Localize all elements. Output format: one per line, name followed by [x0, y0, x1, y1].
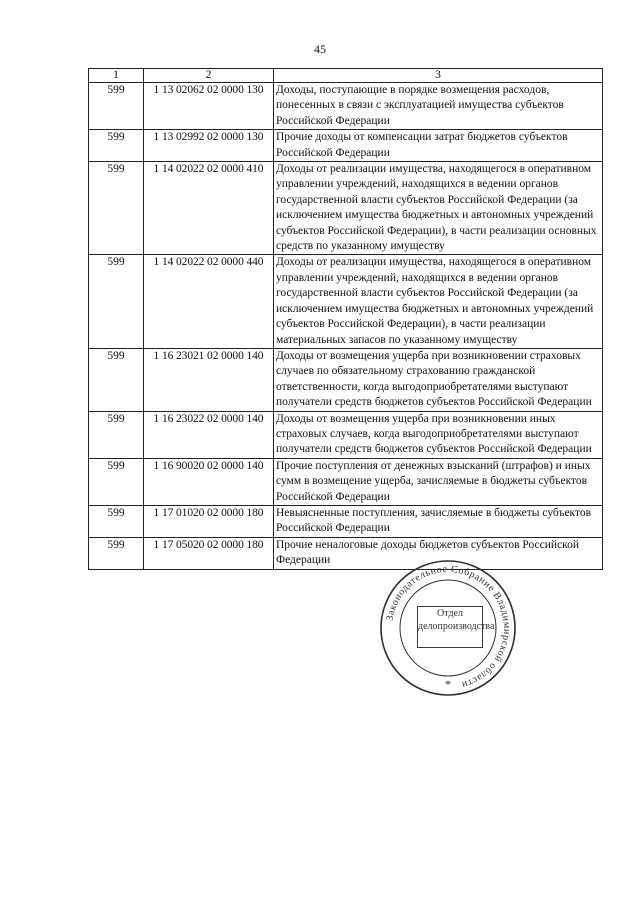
column-header-code: 2 [144, 69, 274, 83]
stamp-star: * [445, 677, 451, 691]
description-cell: Доходы от возмещения ущерба при возникновении иных страховых случаев, когда выгодоприобретателями выступают получатели средств бюджетов субъектов Российской Федерации [274, 411, 603, 458]
table-row [89, 162, 603, 255]
budget-code-cell: 1 17 05020 02 0000 180 [144, 537, 274, 569]
budget-code-cell: 1 13 02992 02 0000 130 [144, 130, 274, 162]
table-row [89, 458, 603, 505]
stamp-center-label [417, 606, 495, 648]
admin-code-cell: 599 [89, 130, 144, 162]
description-cell: Прочие доходы от компенсации затрат бюджетов субъектов Российской Федерации [274, 130, 603, 162]
budget-code-cell: 1 16 90020 02 0000 140 [144, 458, 274, 505]
budget-code-cell: 1 16 23021 02 0000 140 [144, 348, 274, 411]
table-row [89, 411, 603, 458]
description-cell: Доходы от реализации имущества, находящегося в оперативном управлении учреждений, находящихся в ведении органов государственной власти субъектов Российской Федерации (за исключением имущества бюджетных и автономных учреждений субъектов Российской Федерации), в части реализации основных средств по указанному имуществу [274, 162, 603, 255]
table-row [89, 348, 603, 411]
table-row [89, 505, 603, 537]
stamp-department-line2: делопроизводства [418, 621, 495, 632]
description-cell: Доходы от возмещения ущерба при возникновении страховых случаев по обязательному страхованию гражданской ответственности, когда выгодоприобретателями выступают получатели средств бюджетов субъектов Российской Федерации [274, 348, 603, 411]
admin-code-cell: 599 [89, 162, 144, 255]
budget-code-cell: 1 14 02022 02 0000 410 [144, 162, 274, 255]
table-row [89, 130, 603, 162]
table-row [89, 255, 603, 348]
description-cell: Доходы от реализации имущества, находящегося в оперативном управлении учреждений, находящихся в ведении органов государственной власти субъектов Российской Федерации (за исключением имущества бюджетных и автономных учреждений субъектов Российской Федерации), в части реализации материальных запасов по указанному имуществу [274, 255, 603, 348]
admin-code-cell: 599 [89, 505, 144, 537]
admin-code-cell: 599 [89, 348, 144, 411]
description-cell: Невыясненные поступления, зачисляемые в бюджеты субъектов Российской Федерации [274, 505, 603, 537]
column-header-admin: 1 [89, 69, 144, 83]
admin-code-cell: 599 [89, 83, 144, 130]
budget-code-cell: 1 14 02022 02 0000 440 [144, 255, 274, 348]
column-header-description: 3 [274, 69, 603, 83]
description-cell: Доходы, поступающие в порядке возмещения расходов, понесенных в связи с эксплуатацией имущества субъектов Российской Федерации [274, 83, 603, 130]
description-cell: Прочие поступления от денежных взысканий (штрафов) и иных сумм в возмещение ущерба, зачисляемые в бюджеты субъектов Российской Федерации [274, 458, 603, 505]
admin-code-cell: 599 [89, 458, 144, 505]
budget-code-cell: 1 13 02062 02 0000 130 [144, 83, 274, 130]
stamp-department-line1: Отдел [437, 608, 463, 619]
description-cell: Прочие неналоговые доходы бюджетов субъектов Российской Федерации [274, 537, 603, 569]
table-header-row [89, 69, 603, 83]
admin-code-cell: 599 [89, 411, 144, 458]
budget-code-cell: 1 17 01020 02 0000 180 [144, 505, 274, 537]
revenue-codes-table [88, 68, 603, 570]
budget-code-cell: 1 16 23022 02 0000 140 [144, 411, 274, 458]
stamp-ring-text: Законодательное Собрание Владимирской области [384, 563, 513, 691]
admin-code-cell: 599 [89, 537, 144, 569]
table-row [89, 537, 603, 569]
admin-code-cell: 599 [89, 255, 144, 348]
official-stamp [378, 558, 518, 698]
page-number: 45 [314, 42, 326, 56]
table-row [89, 83, 603, 130]
